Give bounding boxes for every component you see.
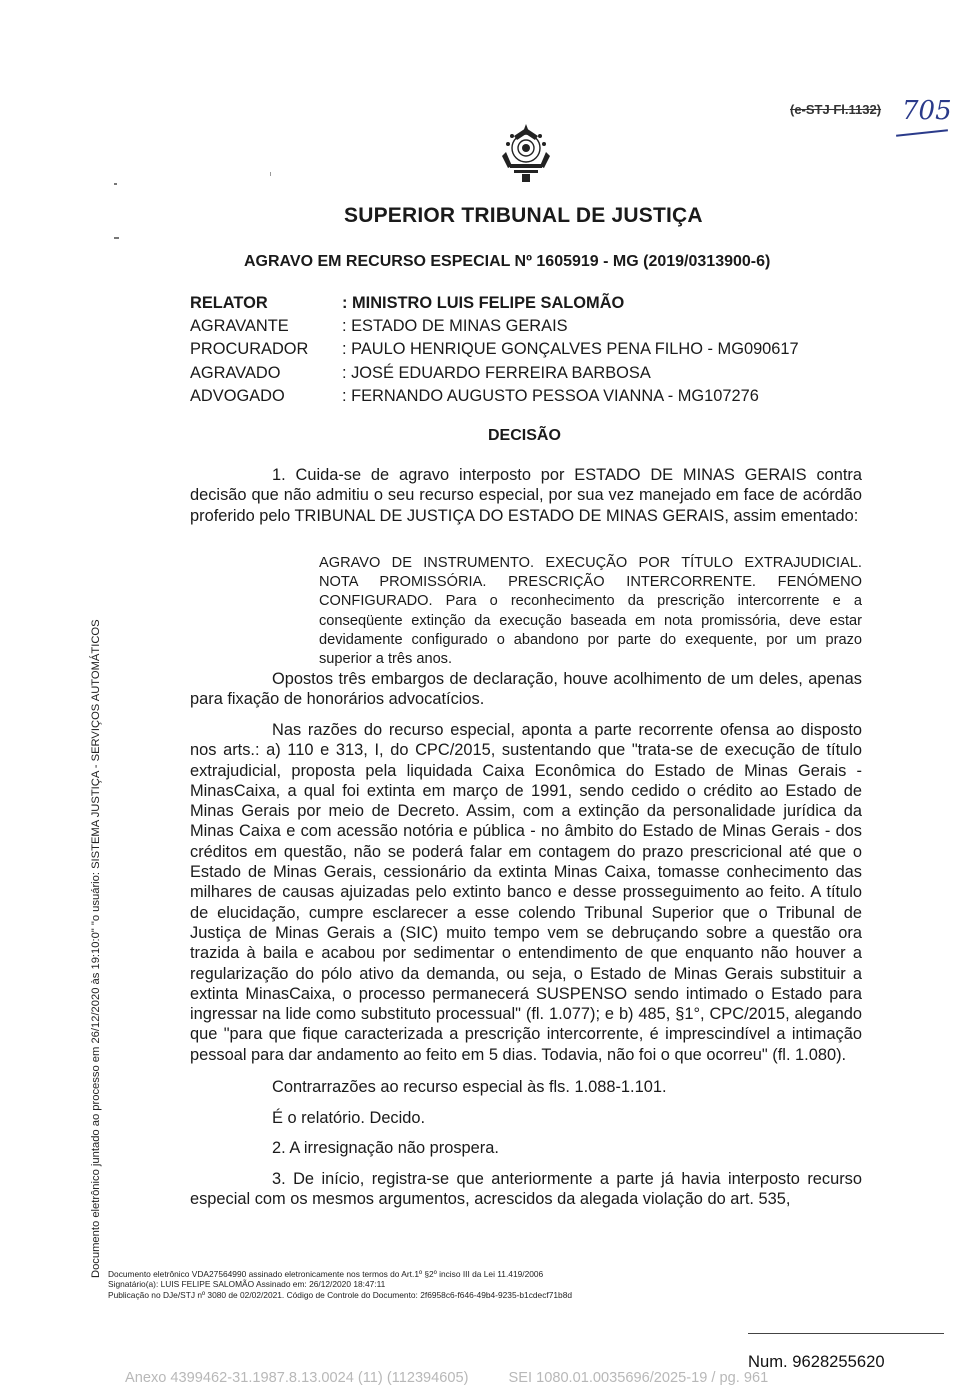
party-name: : JOSÉ EDUARDO FERREIRA BARBOSA xyxy=(342,363,651,382)
party-row-relator xyxy=(190,292,799,315)
party-role: ADVOGADO xyxy=(190,386,285,405)
party-row-procurador xyxy=(190,338,799,361)
scan-mark xyxy=(114,183,117,185)
paragraph-4: Contrarrazões ao recurso especial às fls. 1.088-1.101. xyxy=(272,1078,667,1096)
coat-of-arms-icon xyxy=(498,122,554,188)
paragraph-1: 1. Cuida-se de agravo interposto por ESTADO DE MINAS GERAIS contra decisão que não admitiu o seu recurso especial, por sua vez manejado em face de acórdão proferido pelo TRIBUNAL DE JUSTIÇA DO ESTADO DE MINAS GERAIS, assim ementado: xyxy=(190,466,862,525)
party-role: PROCURADOR xyxy=(190,340,309,359)
signature-block xyxy=(108,1269,572,1300)
handwritten-page-number: 705 xyxy=(902,96,952,126)
scan-mark xyxy=(114,237,119,239)
party-role: AGRAVADO xyxy=(190,363,281,382)
sei-reference: SEI 1080.01.0035696/2025-19 / pg. 961 xyxy=(508,1370,769,1386)
parties-list xyxy=(190,292,799,408)
signature-line-2: Signatário(a): LUIS FELIPE SALOMÃO Assinado em: 26/12/2020 18:47:11 xyxy=(108,1279,386,1290)
paragraph-3: Nas razões do recurso especial, aponta a parte recorrente ofensa ao disposto nos arts.: a) 110 e 313, I, do CPC/2015, sustentando que "trata-se de execução de título extrajudicial, proposta pela liquidada Caixa Econômica do Estado de Minas Gerais - MinasCaixa, a qual foi extinta em março de 1991, sendo cedido o crédito ao Estado de Minas Gerais por meio de Decreto. Assim, com a extinção da personalidade jurídica da Minas Caixa e com acessão notória e pública - no âmbito do Estado de Minas Gerais - dos créditos em questão, não se poderá falar em contagem do prazo prescricional até que o Estado de Minas Gerais, cessionário da extinta Minas Caixa, tomasse conhecimento das milhares de causas ajuizadas pelo extinto banco e desse prosseguimento ao feito. A título de elucidação, cumpre esclarecer a esse colendo Tribunal Superior que o Tribunal de Justiça de Minas Gerais a (SIC) muito tempo vem se debruçando sobre a questão ora trazida à baila e acabou por sedimentar o entendimento de que enquanto não houver a regularização do pólo ativo da demanda, ou seja, o Estado de Minas Gerais substituir a extinta MinasCaixa, o processo permanecerá SUSPENSO sendo intimado o Estado para ingressar na lide como substituto processual" (fl. 1.077); e b) 485, §1°, CPC/2015, alegando que "para que fique caracterizada a prescrição intercorrente, é imprescindível a intimação pessoal para dar andamento ao feito em 5 dias. Todavia, não foi o que ocorreu" (fl. 1.080). xyxy=(190,721,862,1064)
signature-line-1: Documento eletrônico VDA27564990 assinado eletronicamente nos termos do Art.1º §2º inciso III da Lei 11.419/2006 xyxy=(108,1269,544,1279)
side-annotation: Documento eletrônico juntado ao processo em 26/12/2020 às 19:10:0" "o usuário: SISTEMA JUSTIÇA - SERVIÇOS AUTOMÁTICOS xyxy=(90,619,102,1278)
paragraph-6: 2. A irresignação não prospera. xyxy=(272,1139,499,1157)
paragraph-5: É o relatório. Decido. xyxy=(272,1109,426,1127)
party-role: RELATOR xyxy=(190,294,268,312)
paragraph-7: 3. De início, registra-se que anteriormente a parte já havia interposto recurso especial com os mesmos argumentos, acrescidos da alegada violação do art. 535, xyxy=(190,1170,862,1209)
court-title: SUPERIOR TRIBUNAL DE JUSTIÇA xyxy=(344,204,703,227)
party-row-agravado xyxy=(190,362,799,385)
party-name: : FERNANDO AUGUSTO PESSOA VIANNA - MG107276 xyxy=(342,386,759,405)
party-row-agravante xyxy=(190,315,799,338)
party-name: : MINISTRO LUIS FELIPE SALOMÃO xyxy=(342,294,625,312)
annex-reference: Anexo 4399462-31.1987.8.13.0024 (11) (112394605) xyxy=(125,1370,469,1386)
scan-mark xyxy=(270,172,271,176)
document-number: Num. 9628255620 xyxy=(748,1352,885,1371)
signature-line-3: Publicação no DJe/STJ nº 3080 de 02/02/2021. Código de Controle do Documento: 2f6958c6-f646-49b4-9235-b1cdecf71b8d xyxy=(108,1289,573,1300)
case-title: AGRAVO EM RECURSO ESPECIAL Nº 1605919 - MG (2019/0313900-6) xyxy=(244,253,771,270)
paragraph-2: Opostos três embargos de declaração, houve acolhimento de um deles, apenas para fixação de honorários advocatícios. xyxy=(190,670,862,709)
decision-heading: DECISÃO xyxy=(488,427,561,444)
party-name: : PAULO HENRIQUE GONÇALVES PENA FILHO - MG090617 xyxy=(342,340,799,359)
handwritten-underline xyxy=(896,129,948,136)
page-stamp: (e-STJ Fl.1132) xyxy=(790,102,882,117)
footer-divider xyxy=(748,1333,944,1334)
party-role: AGRAVANTE xyxy=(190,317,289,336)
party-name: : ESTADO DE MINAS GERAIS xyxy=(342,317,568,336)
party-row-advogado xyxy=(190,385,799,408)
bottom-reference-line xyxy=(125,1370,768,1386)
ementa-quote: AGRAVO DE INSTRUMENTO. EXECUÇÃO POR TÍTULO EXTRAJUDICIAL. NOTA PROMISSÓRIA. PRESCRIÇÃO INTERCORRENTE. FENÓMENO CONFIGURADO. Para o reconhecimento da prescrição intercorrente e a conseqüente extinção da execução baseada em nota promissória, deve estar devidamente configurado o abandono por parte do exequente, por um prazo superior a três anos. xyxy=(319,555,862,668)
